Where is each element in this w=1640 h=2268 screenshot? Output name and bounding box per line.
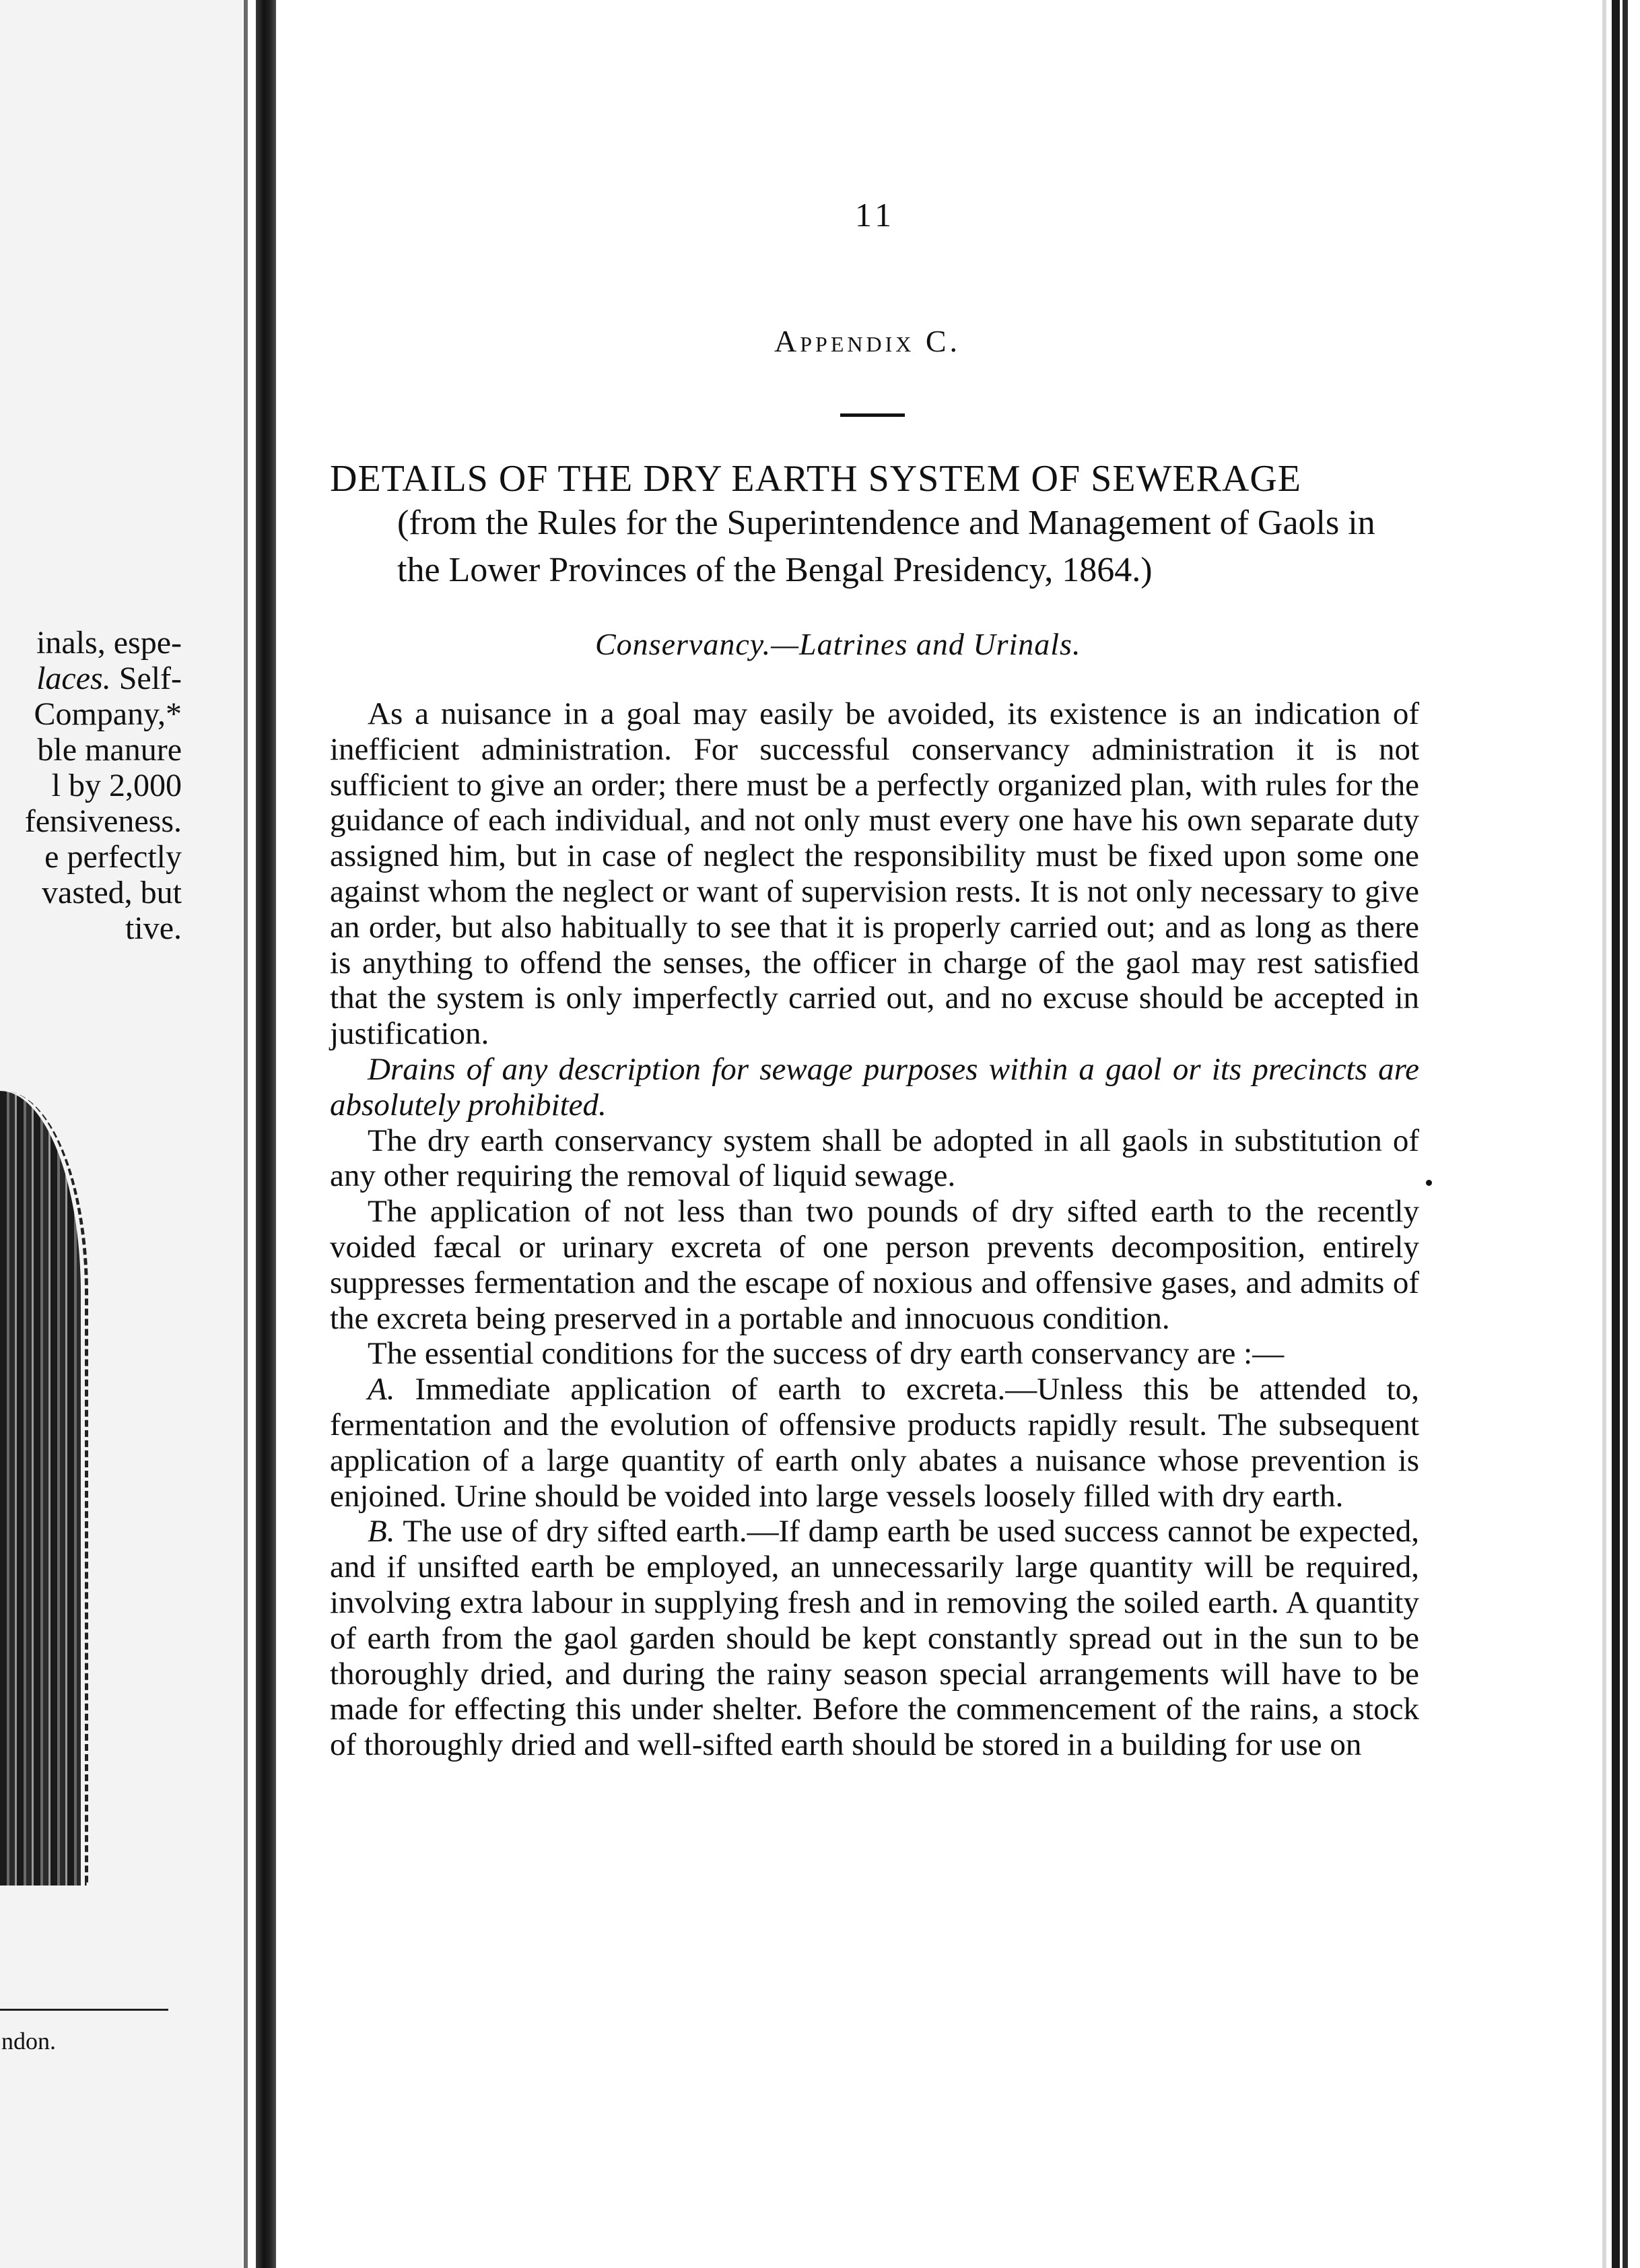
left-line: fensiveness. — [24, 803, 182, 839]
paragraph: As a nuisance in a goal may easily be avoided, its existence is an indication of inefficient administration. For successful conservancy administration it is not sufficient to give an order; there must be a perfectly organized plan, with rules for the guidance of each individual, and not only must every one have his own separate duty assigned him, but in case of neglect the responsibility must be fixed upon some one against whom the neglect or want of supervision rests. It is not only necessary to give an order, but also habitually to see that it is properly carried out; and as long as there is anything to offend the senses, the officer in charge of the gaol may rest satisfied that the system is only imperfectly carried out, and no excuse should be accepted in justification. — [330, 696, 1419, 1052]
condition-text: The use of dry sifted earth.—If damp earth be used success cannot be expected, and if unsifted earth be employed, an unnecessarily large quantity will be required, involving extra labour in supplying fresh and in removing the soiled earth. A quantity of earth from the gaol garden should be kept constantly spread out in the sun to be thoroughly dried, and during the rainy season special arrangements will have to be made for effecting this under shelter. Before the commencement of the rains, a stock of thoroughly dried and well-sifted earth should be stored in a building for use on — [330, 1514, 1419, 1763]
engraving-dashed-border — [0, 1091, 88, 1886]
page-edge-line — [244, 0, 248, 2268]
section-heading: Conservancy.—Latrines and Urinals. — [595, 627, 1081, 661]
left-line: e perfectly — [44, 839, 182, 875]
condition-paragraph — [330, 1372, 1419, 1514]
paragraph-italic: Drains of any description for sewage purposes within a gaol or its precincts are absolutely prohibited. — [330, 1051, 1419, 1123]
body-text — [330, 696, 1419, 1763]
left-line — [25, 661, 182, 696]
paragraph: The dry earth conservancy system shall be adopted in all gaols in substitution of any other requiring the removal of liquid sewage. — [330, 1123, 1419, 1194]
paragraph: The application of not less than two pounds of dry sifted earth to the recently voided fæcal or urinary excreta of one person prevents decomposition, entirely suppresses fermentation and the escape of noxious and offensive gases, and admits of the excreta being preserved in a portable and innocuous condition. — [330, 1194, 1419, 1336]
left-line: inals, espe- — [36, 625, 182, 661]
left-line-italic: laces. — [36, 661, 111, 696]
left-facing-page — [0, 0, 242, 2268]
subtitle: (from the Rules for the Superintendence and Management of Gaols in the Lower Provinces of the Bengal Presidency, 1864.) — [397, 504, 1375, 589]
footnote-rule — [0, 2009, 168, 2011]
page-number: 11 — [855, 196, 896, 234]
left-page-text — [25, 625, 182, 946]
main-title: DETAILS OF THE DRY EARTH SYSTEM OF SEWERAGE — [330, 458, 1301, 500]
condition-label: A. — [368, 1372, 395, 1407]
left-line: ble manure — [37, 732, 182, 768]
condition-paragraph — [330, 1514, 1419, 1763]
stray-dot — [1426, 1180, 1432, 1186]
paragraph: The essential conditions for the success of dry earth conservancy are :— — [368, 1336, 1285, 1372]
left-footnote: ndon. — [1, 2028, 56, 2055]
left-line: tive. — [125, 910, 182, 946]
heading-rule — [840, 413, 905, 417]
condition-label: B. — [368, 1514, 395, 1549]
left-line: Company,* — [34, 696, 182, 732]
left-line-rest: Self- — [110, 661, 182, 696]
appendix-label: Appendix C. — [774, 324, 961, 358]
condition-text: Immediate application of earth to excreta.—Unless this be attended to, fermentation and the evolution of offensive products rapidly result. The subsequent application of a large quantity of earth only abates a nuisance whose prevention is enjoined. Urine should be voided into large vessels loosely filled with dry earth. — [330, 1372, 1419, 1514]
left-line: vasted, but — [42, 875, 182, 910]
book-gutter — [256, 0, 276, 2268]
right-page-edge — [1602, 0, 1640, 2268]
left-line: l by 2,000 — [51, 768, 182, 803]
